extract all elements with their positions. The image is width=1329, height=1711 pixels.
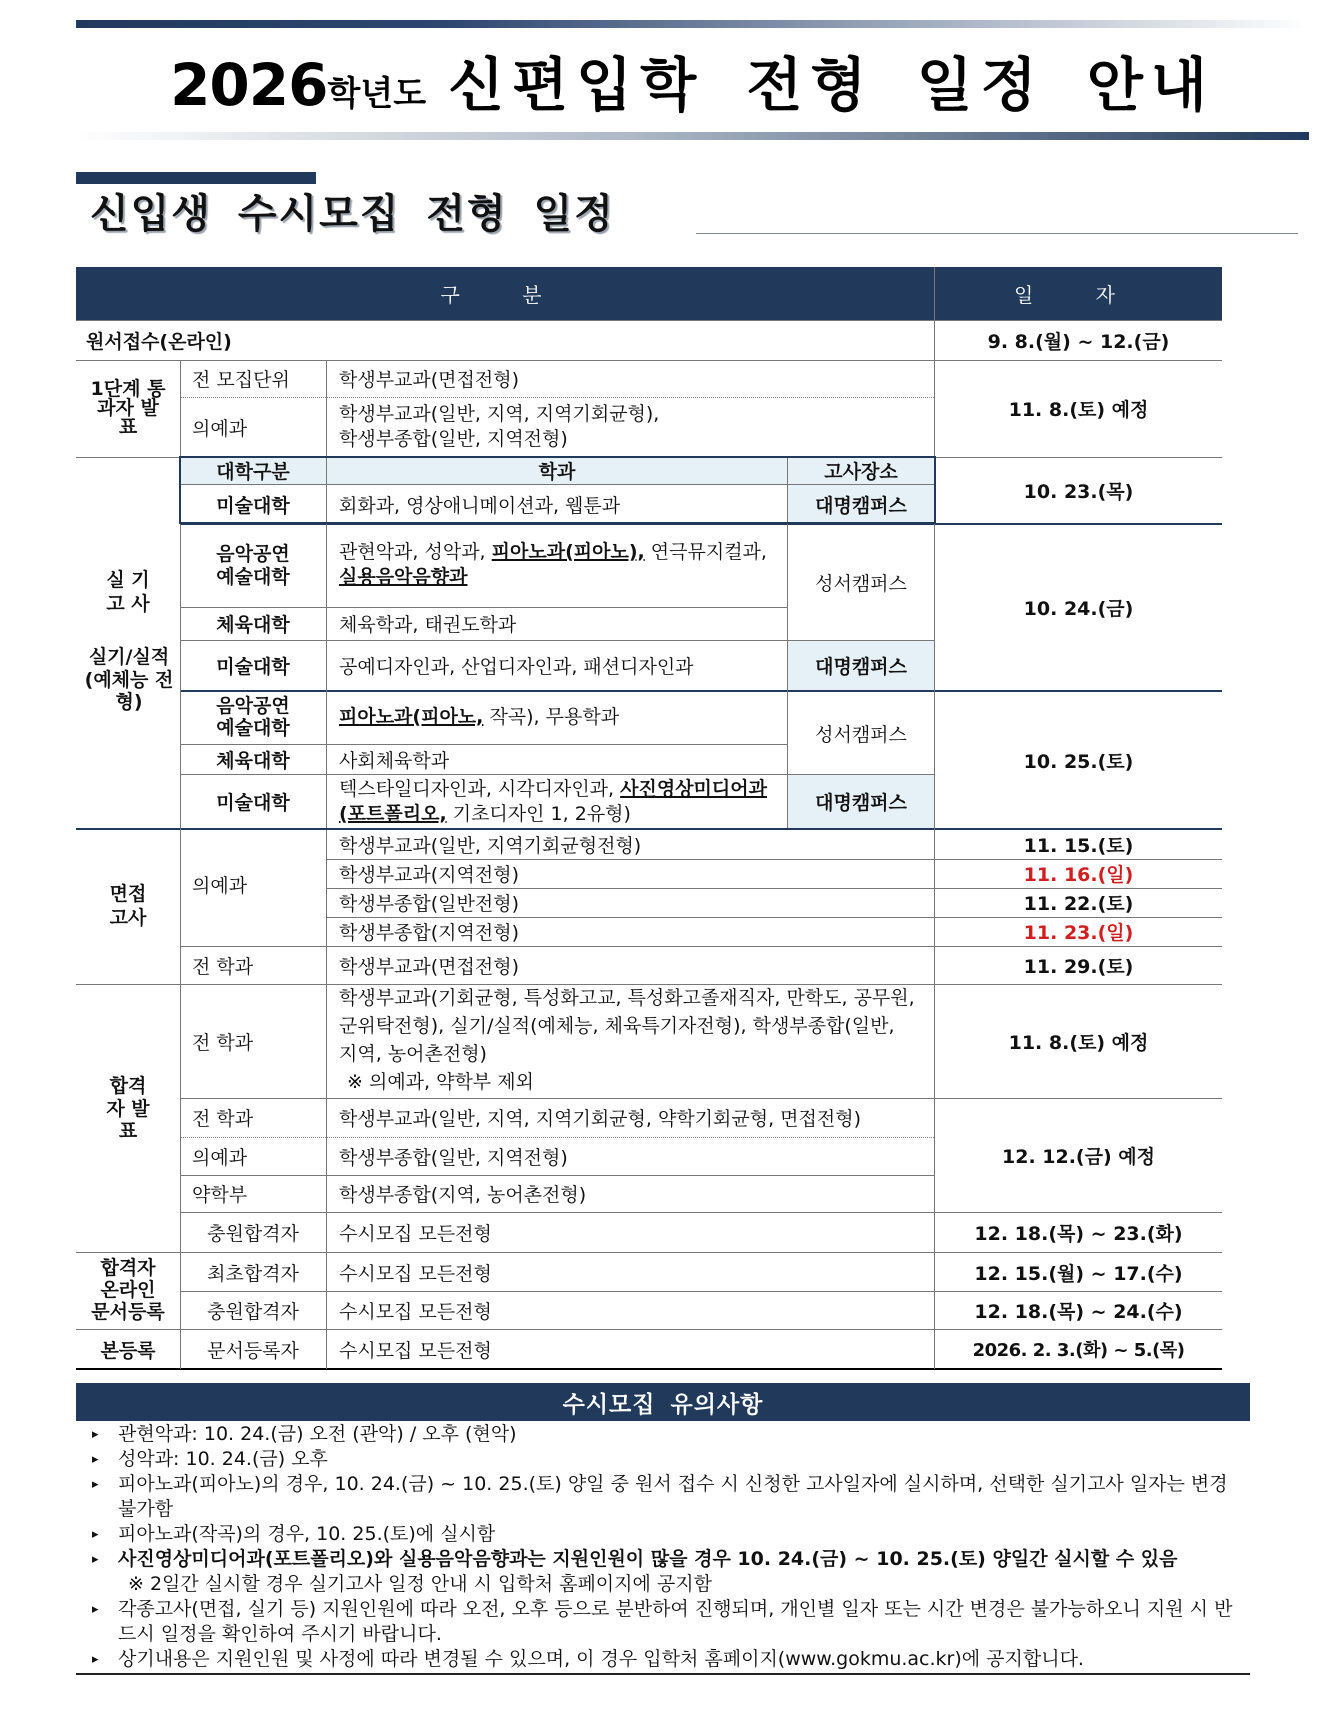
g3-music-college: 음악공연 예술대학 (216, 695, 290, 739)
final-reg-unit: 문서등록자 (207, 1339, 299, 1362)
notes-title: 수시모집 유의사항 (76, 1383, 1250, 1421)
first-stage-track-med-line1: 학생부교과(일반, 지역, 지역기회균형), (339, 403, 660, 426)
results-r2-unit: 전 학과 (192, 1108, 254, 1130)
g2-sports-depts: 체육학과, 태권도학과 (339, 614, 517, 636)
grid-line (180, 1137, 934, 1138)
g2-music-depts-d: 실용음악음향과 (339, 565, 468, 588)
note-text: 각종고사(면접, 실기 등) 지원인원에 따라 오전, 오후 등으로 분반하여 진행되며, 개인별 일자 또는 시간 변경은 불가능하오니 지원 시 반드시 일정을 확인하여 주시기 바랍니다. (118, 1598, 1233, 1645)
results-label: 합격자 발 표 (106, 1074, 150, 1143)
g2-art-venue: 대명캠퍼스 (788, 640, 934, 690)
note-text: 피아노과(작곡)의 경우, 10. 25.(토)에 실시함 (118, 1523, 496, 1545)
bullet-icon: ▸ (92, 1602, 99, 1617)
g2-music-depts (327, 525, 787, 607)
first-stage-unit-all: 전 모집단위 (192, 369, 290, 391)
results-r3-unit: 의예과 (192, 1146, 248, 1169)
results-r4-track: 학생부종합(지역, 농어촌전형) (339, 1184, 587, 1206)
grid-line (326, 457, 327, 828)
first-stage-label: 1단계 통과자 발 표 (90, 378, 166, 438)
first-stage-track-med (327, 397, 934, 457)
note-subitem: ※ 2일간 실시할 경우 실기고사 일정 안내 시 입학처 홈페이지에 공지함 (128, 1573, 712, 1595)
grid-line (76, 1329, 1222, 1330)
online-reg-track-1: 수시모집 모든전형 (339, 1262, 492, 1285)
g3-art-depts (327, 774, 787, 828)
grid-line (935, 457, 1222, 458)
interview-all-track: 학생부교과(면접전형) (339, 955, 520, 978)
note-text: 사진영상미디어과(포트폴리오)와 실용음악음향과는 지원인원이 많을 경우 10. 24.(금) ~ 10. 25.(토) 양일간 실시할 수 있음 (118, 1548, 1178, 1570)
results-r1-line4: ※ 의예과, 약학부 제외 (347, 1071, 534, 1093)
interview-date-2: 11. 16.(일) (1023, 864, 1134, 886)
grid-line (180, 360, 181, 1369)
grid-line (76, 457, 180, 458)
g1-venue: 대명캠퍼스 (788, 485, 934, 523)
practical-header-dept: 학과 (327, 457, 787, 484)
results-r1-line3: 지역, 농어촌전형) (339, 1043, 487, 1065)
grid-line (180, 1212, 1222, 1213)
g1-date: 10. 23.(목) (1023, 480, 1134, 503)
g3-music-depts (327, 692, 787, 744)
g3-music-depts-a: 피아노과(피아노, (339, 706, 484, 728)
grid-line (180, 1291, 1222, 1292)
interview-all-date: 11. 29.(토) (1023, 955, 1134, 978)
first-stage-unit-med: 의예과 (192, 417, 248, 440)
grid-line (76, 360, 1222, 361)
grid-line (180, 523, 1222, 525)
application-date: 9. 8.(월) ~ 12.(금) (987, 330, 1170, 353)
grid-line (180, 640, 934, 641)
bullet-icon: ▸ (92, 1427, 99, 1442)
note-item (90, 1522, 1250, 1547)
online-reg-track-2: 수시모집 모든전형 (339, 1300, 492, 1323)
note-item (90, 1597, 1250, 1647)
practical-label: 실 기 고 사 (106, 569, 150, 615)
interview-all-unit: 전 학과 (192, 955, 254, 978)
interview-date-4: 11. 23.(일) (1023, 922, 1134, 944)
final-reg-track: 수시모집 모든전형 (339, 1339, 492, 1362)
final-reg-date: 2026. 2. 3.(화) ~ 5.(목) (972, 1340, 1185, 1361)
g1-depts: 회화과, 영상애니메이션과, 웹툰과 (339, 494, 621, 517)
results-r2-track: 학생부교과(일반, 지역, 지역기회균형, 약학기회균형, 면접전형) (339, 1108, 861, 1130)
interview-label: 면접 고사 (109, 883, 147, 929)
note-text: 상기내용은 지원인원 및 사정에 따라 변경될 수 있으며, 이 경우 입학처 홈페이지(www.gokmu.ac.kr)에 공지합니다. (118, 1648, 1084, 1670)
grid-line (76, 828, 1222, 830)
results-r1-line1: 학생부교과(기회균형, 특성화고교, 특성화고졸재직자, 만학도, 공무원, (339, 987, 915, 1009)
grid-line (76, 1252, 1222, 1253)
g3-date: 10. 25.(토) (1023, 750, 1134, 773)
online-reg-unit-1: 최초합격자 (207, 1262, 299, 1285)
bullet-icon: ▸ (92, 1477, 99, 1492)
results-r1-line2: 군위탁전형), 실기/실적(예체능, 체육특기자전형), 학생부종합(일반, (339, 1015, 895, 1037)
practical-header-venue: 고사장소 (788, 457, 934, 484)
first-stage-track-med-line2: 학생부종합(일반, 지역전형) (339, 428, 568, 450)
results-r5-track: 수시모집 모든전형 (339, 1223, 492, 1245)
g1-college: 미술대학 (216, 494, 290, 517)
grid-line (180, 607, 788, 608)
bullet-icon: ▸ (92, 1652, 99, 1667)
header-category: 구 분 (76, 267, 934, 320)
grid-line (76, 320, 1222, 321)
g2-date: 10. 24.(금) (1023, 598, 1134, 620)
grid-line (327, 859, 1222, 860)
bullet-icon: ▸ (92, 1552, 99, 1567)
g2-music-depts-c: 연극뮤지컬과, (650, 541, 767, 563)
interview-track-4: 학생부종합(지역전형) (339, 922, 520, 944)
grid-line (180, 690, 1222, 692)
grid-line (76, 1368, 1222, 1370)
g3-seongseo-venue: 성서캠퍼스 (815, 723, 907, 746)
first-stage-date: 11. 8.(토) 예정 (1008, 399, 1149, 421)
first-stage-track-all: 학생부교과(면접전형) (339, 369, 520, 391)
bullet-icon: ▸ (92, 1452, 99, 1467)
title-text: 신편입학 전형 일정 안내 (448, 51, 1215, 119)
results-r5-date: 12. 18.(목) ~ 23.(화) (974, 1223, 1183, 1245)
grid-line (934, 267, 935, 1369)
notes-list (90, 1422, 1250, 1672)
results-r3-track: 학생부종합(일반, 지역전형) (339, 1146, 568, 1169)
g3-art-depts-a: 텍스타일디자인과, 시각디자인과, (339, 778, 615, 800)
grid-line (180, 774, 934, 775)
results-r1-unit: 전 학과 (192, 1031, 254, 1054)
g3-music-depts-b: 작곡), 무용학과 (489, 706, 620, 728)
g3-sports-college: 체육대학 (216, 749, 290, 772)
g3-art-college: 미술대학 (216, 791, 290, 814)
grid-line (180, 946, 1222, 947)
g2-music-depts-a: 관현악과, 성악과, (339, 541, 486, 563)
section-title: 신입생 수시모집 전형 일정 (90, 191, 615, 237)
g3-art-depts-d: 기초디자인 1, 2유형) (452, 802, 631, 825)
results-r4-unit: 약학부 (192, 1184, 248, 1206)
interview-date-1: 11. 15.(토) (1023, 835, 1134, 857)
header-date: 일 자 (935, 267, 1222, 320)
note-text: 관현악과: 10. 24.(금) 오전 (관악) / 오후 (현악) (118, 1423, 517, 1445)
g2-seongseo-venue: 성서캠퍼스 (815, 573, 907, 595)
g3-art-depts-c: (포트폴리오, (339, 802, 447, 825)
application-label: 원서접수(온라인) (86, 330, 232, 353)
note-item (90, 1447, 1250, 1472)
grid-line (76, 984, 1222, 985)
grid-line (326, 830, 327, 1369)
g2-art-college: 미술대학 (216, 655, 290, 678)
results-r5-unit: 충원합격자 (207, 1223, 299, 1245)
g3-art-venue: 대명캠퍼스 (788, 774, 934, 828)
grid-line (326, 360, 327, 457)
grid-line (180, 1098, 1222, 1099)
note-text: 성악과: 10. 24.(금) 오후 (118, 1448, 328, 1470)
interview-med-unit: 의예과 (192, 874, 248, 897)
grid-line (327, 917, 1222, 918)
results-r1-date: 11. 8.(토) 예정 (1008, 1031, 1149, 1054)
bullet-icon: ▸ (92, 1527, 99, 1542)
g3-art-depts-b: 사진영상미디어과 (620, 778, 767, 800)
note-item (90, 1472, 1250, 1522)
results-r1-track (327, 984, 934, 1098)
grid-line (180, 744, 788, 745)
title-year-suffix: 학년도 (327, 74, 427, 114)
note-item (90, 1647, 1250, 1672)
interview-track-3: 학생부종합(일반전형) (339, 893, 520, 915)
practical-sublabel: 실기/실적 (예체능 전형) (84, 645, 174, 714)
interview-date-3: 11. 22.(토) (1023, 893, 1134, 915)
grid-line (180, 484, 934, 485)
g2-sports-college: 체육대학 (216, 614, 290, 636)
online-reg-label: 합격자 온라인 문서등록 (91, 1257, 165, 1323)
grid-line (327, 888, 1222, 889)
g2-music-depts-b: 피아노과(피아노), (491, 541, 645, 563)
interview-track-2: 학생부교과(지역전형) (339, 864, 520, 886)
grid-line (787, 457, 788, 828)
note-item (90, 1422, 1250, 1447)
online-reg-date-1: 12. 15.(월) ~ 17.(수) (974, 1262, 1183, 1285)
grid-line (180, 1175, 934, 1176)
note-text: 피아노과(피아노)의 경우, 10. 24.(금) ~ 10. 25.(토) 양일 중 원서 접수 시 신청한 고사일자에 실시하며, 선택한 실기고사 일자는 변경 불가함 (118, 1473, 1228, 1520)
notes-bottom-line (76, 1673, 1250, 1675)
g2-art-depts: 공예디자인과, 산업디자인과, 패션디자인과 (339, 655, 694, 678)
online-reg-unit-2: 충원합격자 (207, 1300, 299, 1323)
grid-line (180, 397, 934, 398)
interview-track-1: 학생부교과(일반, 지역기회균형전형) (339, 835, 642, 857)
g3-sports-depts: 사회체육학과 (339, 749, 450, 772)
final-reg-label: 본등록 (100, 1339, 156, 1362)
title-year: 2026 (170, 51, 328, 119)
g2-music-college: 음악공연 예술대학 (216, 543, 290, 588)
practical-header-college: 대학구분 (180, 457, 326, 484)
online-reg-date-2: 12. 18.(목) ~ 24.(수) (974, 1300, 1183, 1323)
note-item (90, 1547, 1250, 1572)
results-r234-date: 12. 12.(금) 예정 (1002, 1145, 1155, 1168)
